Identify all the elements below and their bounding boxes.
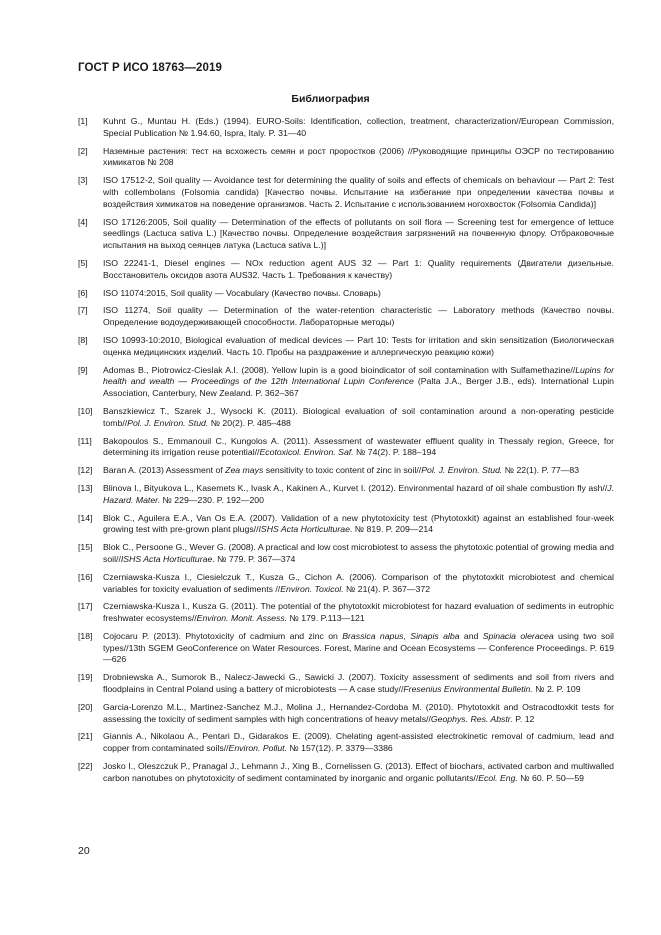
reference-item — [78, 731, 614, 755]
reference-item — [78, 217, 614, 252]
reference-segment: Blok C., Aguilera E.A., Van Os E.A. (2007). Validation of a new phytotoxicity test (Phytotoxkit) against an established four-week growing test with pre-grown plant plugs// — [103, 512, 614, 535]
reference-italic-segment: Spinacia oleracea — [482, 630, 554, 641]
reference-segment: Adomas B., Piotrowicz-Cieslak A.I. (2008). Yellow lupin is a good bioindicator of soil contamination with Sulfamethazine// — [103, 364, 576, 375]
reference-italic-segment: Environ. Toxicol. — [280, 583, 344, 594]
reference-text — [103, 601, 614, 625]
reference-item — [78, 631, 614, 666]
reference-italic-segment: Ecol. Eng. — [478, 772, 518, 783]
reference-italic-segment: Brassica napus, Sinapis alba — [342, 630, 460, 641]
reference-number: [6] — [78, 287, 88, 298]
reference-number: [20] — [78, 701, 93, 712]
reference-segment: Blok C., Persoone G., Wever G. (2008). A practical and low cost microbiotest to assess the phytotoxic potential of growing media and soil// — [103, 542, 614, 564]
reference-item — [78, 146, 614, 170]
reference-text — [103, 465, 614, 477]
reference-number: [4] — [78, 216, 88, 227]
reference-item — [78, 761, 614, 785]
reference-item — [78, 305, 614, 329]
reference-segment: using two soil types//13th SGEM GeoConference on Water Resources. Forest, Marine and Ocean Ecosystems — Conference Proceedings. P. 619—626 — [103, 630, 614, 665]
reference-segment: ISO 17512-2, Soil quality — Avoidance test for determining the quality of soils and effects of chemicals on behaviour — Part 2: Test with collembolans (Folsomia candida) [Качество почвы. Испытание на избегание при определении качества почвы и воздействия химикатов на поведение организмов. Часть 2. Испытание с использованием ногохвосток (Folsomia Candida)] — [103, 175, 614, 209]
reference-segment: Kuhnt G., Muntau H. (Eds.) (1994). EURO-Soils: Identification, collection, treatment, characterization//European Commission, Special Publication № 1.94.60, Ispra, Italy. P. 31—40 — [103, 116, 614, 138]
reference-number: [15] — [78, 542, 93, 553]
reference-segment: ISO 11274, Soil quality — Determination of the water-retention characteristic — Laboratory methods (Качество почвы. Определение водоудерживающей способности. Лабораторные методы) — [103, 305, 614, 328]
reference-italic-segment: Geophys. Res. Abstr. — [430, 713, 513, 724]
reference-text — [103, 436, 614, 460]
reference-text — [103, 542, 614, 566]
reference-segment: Garcia-Lorenzo M.L., Martinez-Sanchez M.J., Molina J., Hernandez-Cordoba M. (2010). Phytotoxkit and Ostracodtoxkit tests for assessing the toxicity of sediment samples with high concentrations of heavy metals// — [103, 701, 614, 724]
reference-segment: Banszkiewicz T., Szarek J., Wysocki K. (2011). Biological evaluation of soil contamination around a non-operating pesticide tomb// — [103, 405, 614, 428]
reference-text — [103, 146, 614, 170]
reference-text — [103, 305, 614, 329]
reference-number: [16] — [78, 571, 93, 582]
reference-segment: Cojocaru P. (2013). Phytotoxicity of cadmium and zinc on — [103, 630, 343, 641]
reference-segment: № 22(1). P. 77—83 — [502, 465, 580, 476]
reference-number: [10] — [78, 405, 93, 416]
reference-item — [78, 572, 614, 596]
reference-segment: Giannis A., Nikolaou A., Pentari D., Gidarakos E. (2009). Chelating agent-assisted electrokinetic removal of cadmium, lead and copper from contaminated soils// — [103, 731, 614, 754]
reference-segment: № 2. P. 109 — [532, 684, 581, 695]
reference-number: [5] — [78, 257, 88, 268]
reference-number: [19] — [78, 672, 93, 683]
reference-text — [103, 335, 614, 359]
reference-segment: ISO 11074:2015, Soil quality — Vocabulary (Качество почвы. Словарь) — [103, 287, 381, 298]
reference-text — [103, 761, 614, 785]
reference-italic-segment: Pol. J. Environ. Stud. — [127, 417, 209, 428]
reference-item — [78, 175, 614, 210]
reference-item — [78, 601, 614, 625]
reference-list — [78, 116, 614, 791]
reference-segment: № 229—230. P. 192—200 — [160, 494, 264, 505]
reference-item — [78, 258, 614, 282]
reference-italic-segment: Environ. Monit. Assess. — [196, 613, 288, 624]
reference-item — [78, 116, 614, 140]
reference-segment: Наземные растения: тест на всхожесть семян и рост проростков (2006) //Руководящие принципы ОЭСР по тестированию химикатов № 208 — [103, 145, 614, 168]
reference-italic-segment: Pol. J. Environ. Stud. — [421, 465, 503, 476]
reference-segment: Bakopoulos S., Emmanouil C., Kungolos A. (2011). Assessment of wastewater effluent quality in Thessaly region, Greece, for determining its irrigation reuse potential// — [103, 435, 614, 458]
reference-number: [13] — [78, 482, 93, 493]
reference-segment: Czerniawska-Kusza I., Ciesielczuk T., Kusza G., Cichon A. (2006). Comparison of the phytotoxkit microbiotest and chemical variables for toxicity evaluation of sediments // — [103, 571, 614, 594]
reference-segment: Josko I., Oleszczuk P., Pranagal J., Lehmann J., Xing B., Cornelissen G. (2013). Effect of biochars, activated carbon and multiwalled carbon nanotubes on phytotoxicity of sediment contaminated by inorganic and organic pollutants// — [103, 761, 614, 783]
reference-segment: № 60. P. 50—59 — [517, 772, 585, 783]
standard-header: ГОСТ Р ИСО 18763—2019 — [78, 62, 223, 74]
reference-text — [103, 175, 614, 210]
reference-italic-segment: J. Hazard. Mater. — [103, 482, 614, 505]
reference-item — [78, 542, 614, 566]
reference-number: [17] — [78, 601, 93, 612]
reference-segment: ISO 22241-1, Diesel engines — NOx reduction agent AUS 32 — Part 1: Quality requirements (Двигатели дизельные. Восстановитель оксидов азота AUS32. Часть 1. Требования к качеству) — [103, 257, 614, 280]
reference-text — [103, 513, 614, 537]
reference-number: [8] — [78, 334, 88, 345]
reference-segment: sensitivity to toxic content of zinc in soil// — [263, 465, 422, 476]
reference-text — [103, 217, 614, 252]
reference-item — [78, 335, 614, 359]
page-number: 20 — [78, 845, 90, 857]
reference-segment: Blinova I., Bityukova L., Kasemets K., Ivask A., Kakinen A., Kurvet I. (2012). Environmental hazard of oil shale combustion fly ash// — [103, 482, 608, 493]
reference-segment: and — [459, 630, 483, 641]
reference-number: [2] — [78, 145, 88, 156]
bibliography-title: Библиография — [291, 93, 370, 105]
reference-segment: P. 12 — [512, 713, 535, 724]
reference-text — [103, 483, 614, 507]
reference-italic-segment: Zea mays — [225, 465, 264, 476]
reference-number: [9] — [78, 364, 88, 375]
reference-text — [103, 702, 614, 726]
reference-number: [14] — [78, 512, 93, 523]
reference-number: [3] — [78, 175, 88, 186]
reference-italic-segment: ISHS Acta Horticulturae — [120, 553, 213, 564]
reference-segment: № 157(12). P. 3379—3386 — [286, 743, 393, 754]
reference-italic-segment: Environ. Pollut. — [228, 743, 287, 754]
reference-text — [103, 258, 614, 282]
reference-segment: . № 779. P. 367—374 — [212, 553, 296, 564]
reference-italic-segment: ISHS Acta Horticulturae — [258, 524, 350, 535]
reference-number: [12] — [78, 465, 93, 476]
reference-text — [103, 406, 614, 430]
reference-segment: . № 819. P. 209—214 — [349, 524, 433, 535]
reference-item — [78, 365, 614, 400]
reference-segment: (Palta J.A., Berger J.B., eds). International Lupin Association, Canterbury, New Zealand. P. 362–367 — [103, 376, 614, 399]
reference-number: [18] — [78, 630, 93, 641]
reference-text — [103, 116, 614, 140]
reference-item — [78, 513, 614, 537]
reference-segment: Baran A. (2013) Assessment of — [103, 465, 226, 476]
reference-item — [78, 436, 614, 460]
reference-italic-segment: Lupins for health and wealth — Proceedings of the 12th International Lupin Conference — [103, 364, 615, 387]
reference-italic-segment: Ecotoxicol. Environ. Saf. — [259, 447, 354, 458]
reference-segment: Drobniewska A., Sumorok B., Nalecz-Jawecki G., Sawicki J. (2007). Toxicity assessment of sediments and soil from rivers and floodplains in Central Poland using a battery of microbiotests — A case study// — [103, 672, 614, 695]
reference-italic-segment: Fresenius Environmental Bulletin. — [403, 684, 533, 695]
reference-text — [103, 631, 614, 666]
reference-item — [78, 465, 614, 477]
reference-text — [103, 672, 614, 696]
reference-segment: № 74(2). P. 188–194 — [353, 447, 437, 458]
reference-text — [103, 731, 614, 755]
reference-segment: № 20(2). P. 485–488 — [208, 417, 291, 428]
reference-item — [78, 288, 614, 300]
reference-text — [103, 288, 614, 300]
reference-segment: ISO 10993-10:2010, Biological evaluation of medical devices — Part 10: Tests for irritation and skin sensitization (Биологическая оценка медицинских изделий. Часть 10. Пробы на раздражение и аллергическую реакцию кожи) — [103, 334, 614, 357]
reference-number: [1] — [78, 116, 88, 126]
reference-item — [78, 702, 614, 726]
reference-segment: Czerniawska-Kusza I., Kusza G. (2011). The potential of the phytotoxkit microbiotest for hazard evaluation of sediments in eutrophic freshwater ecosystems// — [103, 601, 614, 624]
reference-segment: ISO 17126:2005, Soil quality — Determination of the effects of pollutants on soil flora — Screening test for emergence of lettuce seedlings (Lactuca sativa L.) [Качество почвы. Определение воздействия загрязнений на почвенную флору. Отбраковочные испытания на выход сеянцев латука (Lactuca sativa L.)] — [103, 216, 614, 251]
reference-text — [103, 572, 614, 596]
reference-segment: № 21(4). P. 367—372 — [343, 583, 431, 594]
reference-number: [11] — [78, 435, 92, 446]
reference-text — [103, 365, 614, 400]
reference-item — [78, 672, 614, 696]
reference-number: [7] — [78, 305, 88, 316]
reference-item — [78, 406, 614, 430]
reference-segment: № 179. P.113—121 — [287, 613, 365, 624]
reference-item — [78, 483, 614, 507]
reference-number: [21] — [78, 731, 93, 742]
reference-number: [22] — [78, 761, 93, 772]
